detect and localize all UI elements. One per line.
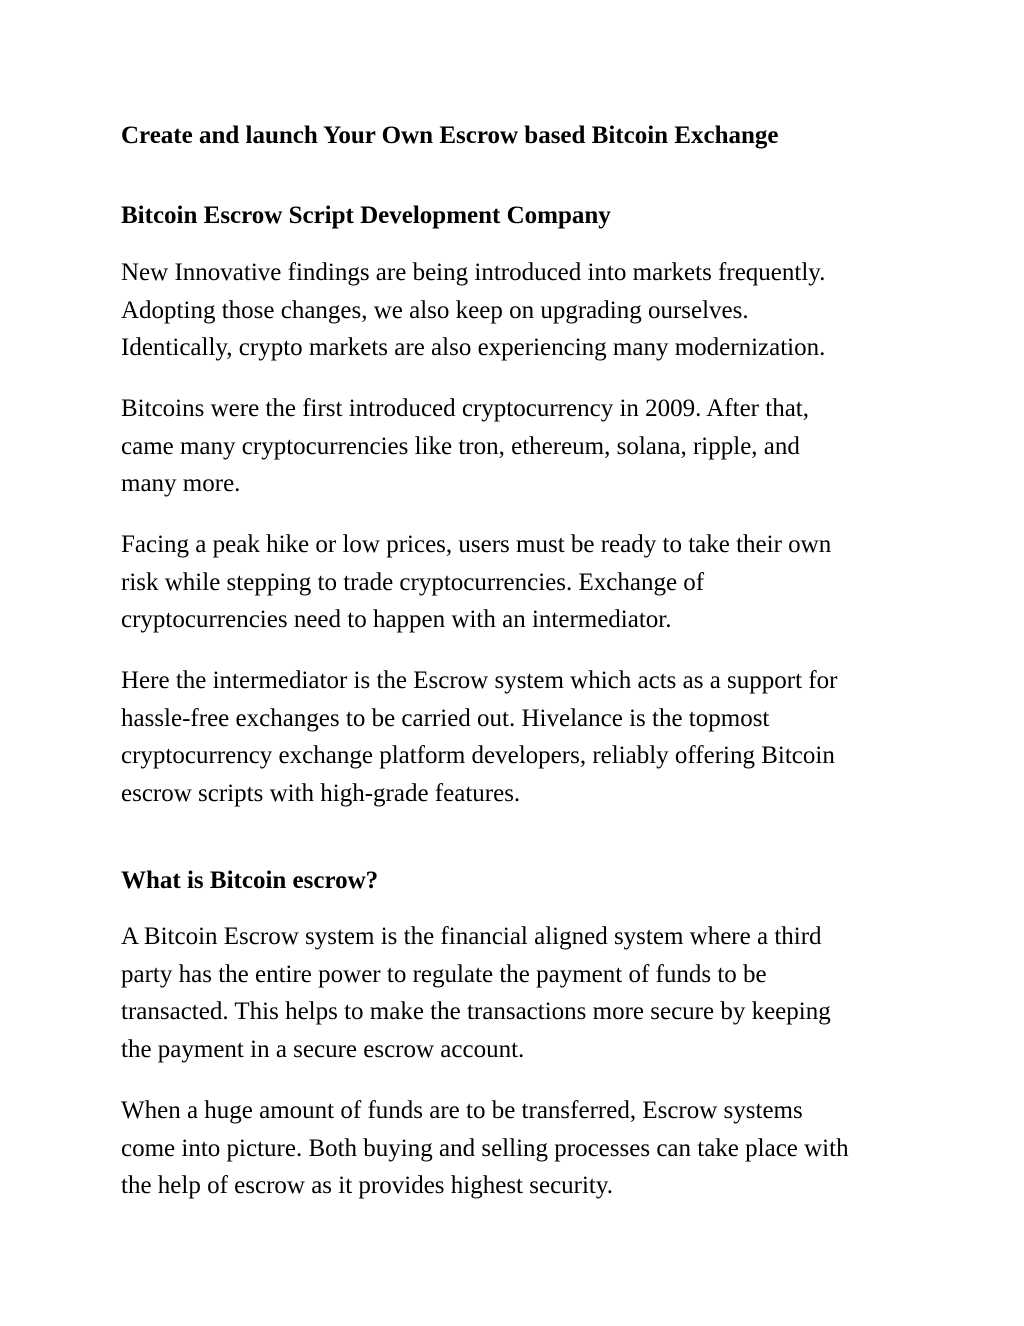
paragraph-intermediator: [121, 662, 921, 812]
paragraph-risk: [121, 526, 921, 639]
paragraph-innovation: [121, 254, 921, 367]
paragraph-line: party has the entire power to regulate the payment of funds to be: [121, 960, 767, 988]
paragraph-line: come into picture. Both buying and selling processes can take place with: [121, 1134, 849, 1162]
paragraph-line: transacted. This helps to make the transactions more secure by keeping: [121, 998, 831, 1025]
paragraph-bitcoin-history: [121, 390, 921, 503]
paragraph-line: Adopting those changes, we also keep on upgrading ourselves.: [121, 296, 749, 324]
paragraph-line: A Bitcoin Escrow system is the financial aligned system where a third: [121, 923, 822, 950]
paragraph-line: hassle-free exchanges to be carried out. Hivelance is the topmost: [121, 704, 770, 732]
document-title: Create and launch Your Own Escrow based Bitcoin Exchange: [121, 122, 779, 149]
paragraph-line: cryptocurrency exchange platform developers, reliably offering Bitcoin: [121, 742, 835, 769]
section-heading: What is Bitcoin escrow?: [121, 867, 379, 894]
paragraph-line: New Innovative findings are being introduced into markets frequently.: [121, 259, 826, 286]
paragraph-line: When a huge amount of funds are to be transferred, Escrow systems: [121, 1097, 803, 1124]
paragraph-line: many more.: [121, 470, 241, 497]
paragraph-escrow-definition: [121, 918, 921, 1068]
paragraph-line: came many cryptocurrencies like tron, ethereum, solana, ripple, and: [121, 432, 800, 460]
document-subtitle: Bitcoin Escrow Script Development Company: [121, 202, 611, 229]
paragraph-line: risk while stepping to trade cryptocurrencies. Exchange of: [121, 568, 705, 596]
paragraph-line: Bitcoins were the first introduced cryptocurrency in 2009. After that,: [121, 395, 809, 422]
paragraph-line: Identically, crypto markets are also experiencing many modernization.: [121, 334, 826, 361]
paragraph-line: the help of escrow as it provides highest security.: [121, 1172, 614, 1199]
paragraph-line: Facing a peak hike or low prices, users must be ready to take their own: [121, 531, 832, 558]
paragraph-escrow-usage: [121, 1092, 921, 1205]
paragraph-line: cryptocurrencies need to happen with an intermediator.: [121, 606, 672, 633]
paragraph-line: escrow scripts with high-grade features.: [121, 779, 521, 807]
paragraph-line: Here the intermediator is the Escrow system which acts as a support for: [121, 667, 838, 694]
paragraph-line: the payment in a secure escrow account.: [121, 1035, 525, 1063]
